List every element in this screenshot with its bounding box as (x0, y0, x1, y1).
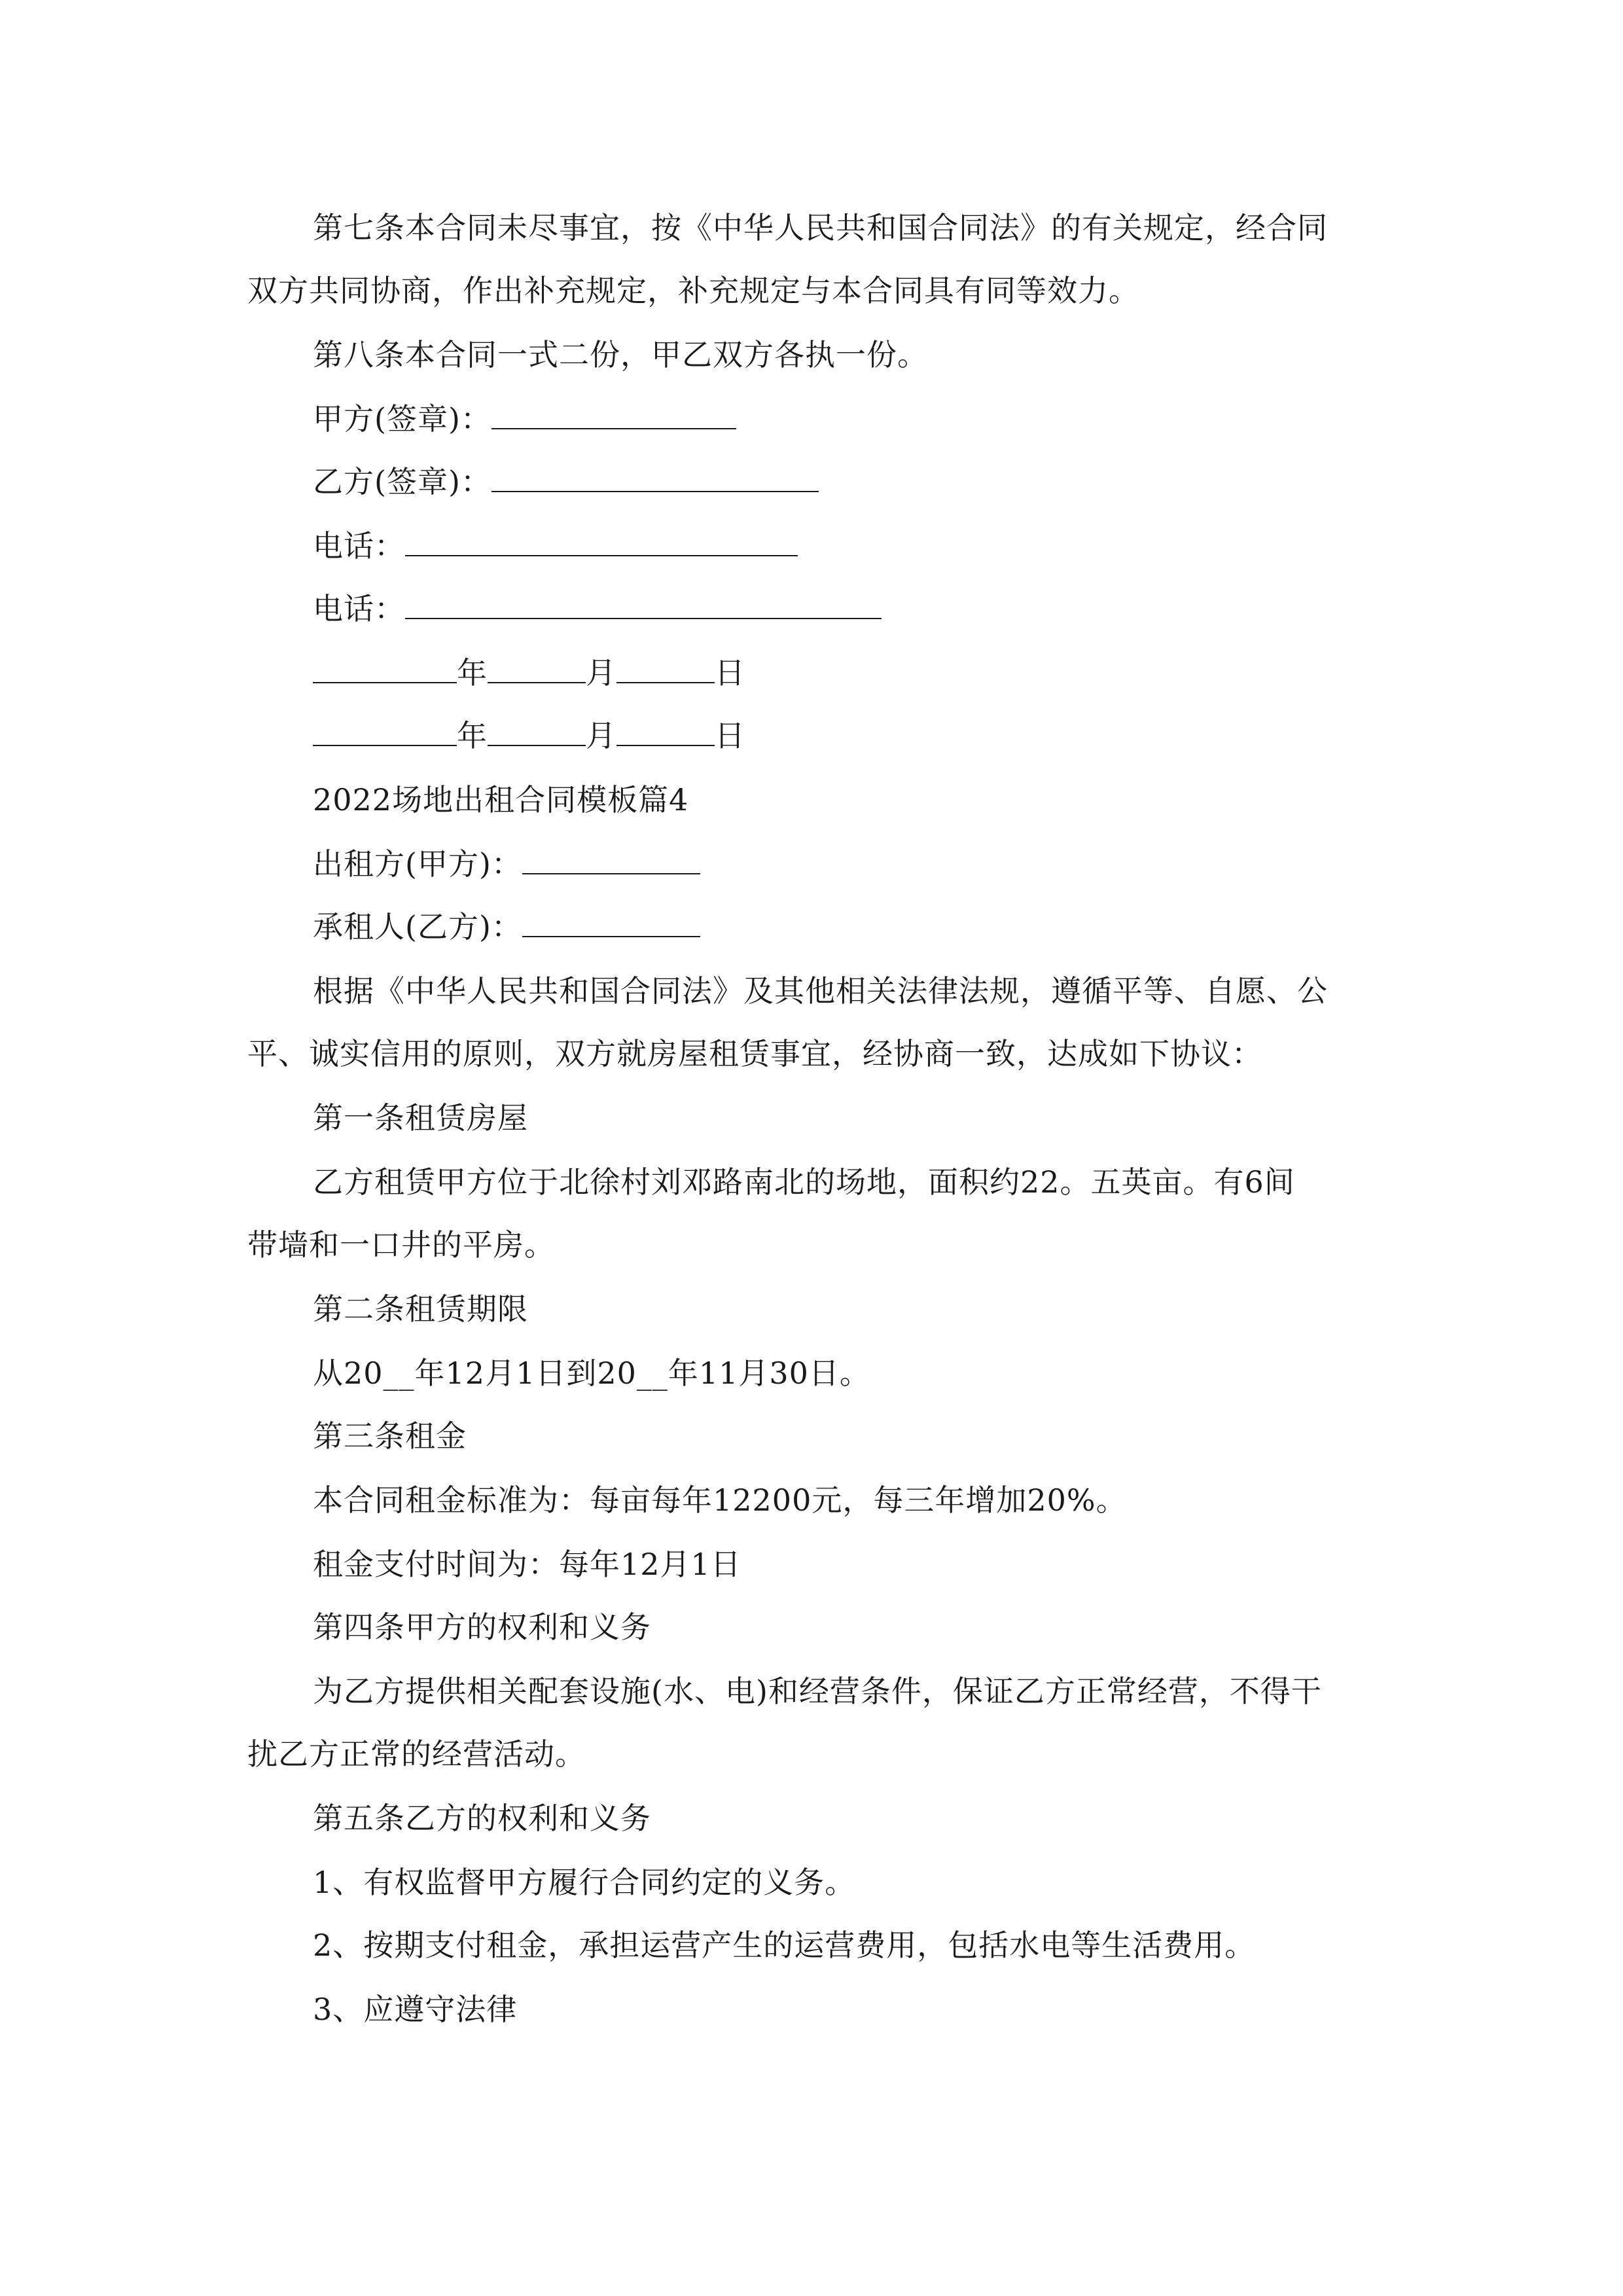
article-7-line-2: 双方共同协商，作出补充规定，补充规定与本合同具有同等效力。 (247, 273, 1139, 308)
phone-label-1: 电话： (313, 528, 405, 564)
day-blank-1 (616, 653, 715, 683)
preamble-line-2: 平、诚实信用的原则，双方就房屋租赁事宜，经协商一致，达成如下协议： (247, 1036, 1262, 1071)
party-a-signature-line (313, 399, 736, 439)
phone-blank-1 (405, 526, 798, 556)
date-line-1 (313, 653, 745, 692)
day-blank-2 (616, 716, 715, 746)
article-3-payment-time: 租金支付时间为：每年12月1日 (313, 1547, 741, 1582)
year-label-1: 年 (457, 655, 488, 691)
party-a-signature-label: 甲方(签章)： (313, 401, 491, 437)
article-1-title: 第一条租赁房屋 (313, 1100, 528, 1136)
month-label-1: 月 (586, 655, 616, 691)
lessor-label: 出租方(甲方)： (313, 846, 522, 882)
article-4-line-2: 扰乙方正常的经营活动。 (247, 1736, 586, 1772)
article-5-item-1: 1、有权监督甲方履行合同约定的义务。 (313, 1865, 856, 1900)
article-2-title: 第二条租赁期限 (313, 1291, 528, 1327)
article-5-title: 第五条乙方的权利和义务 (313, 1801, 651, 1836)
year-blank-2 (313, 716, 457, 746)
phone-line-1 (313, 526, 798, 565)
day-label-1: 日 (715, 655, 745, 691)
article-3-title: 第三条租金 (313, 1418, 467, 1454)
lessor-blank (522, 844, 700, 874)
month-blank-2 (488, 716, 586, 746)
article-4-title: 第四条甲方的权利和义务 (313, 1609, 651, 1645)
article-5-item-2: 2、按期支付租金，承担运营产生的运营费用，包括水电等生活费用。 (313, 1928, 1256, 1963)
lessee-label: 承租人(乙方)： (313, 909, 522, 944)
party-b-signature-line (313, 462, 819, 501)
article-7-line-1: 第七条本合同未尽事宜，按《中华人民共和国合同法》的有关规定，经合同 (313, 210, 1328, 245)
article-1-line-2: 带墙和一口井的平房。 (247, 1227, 555, 1263)
lessee-line (313, 907, 700, 946)
day-label-2: 日 (715, 718, 745, 753)
article-2-body: 从20__年12月1日到20__年11月30日。 (313, 1355, 870, 1391)
article-3-rent-standard: 本合同租金标准为：每亩每年12200元，每三年增加20%。 (313, 1482, 1127, 1518)
section-title: 2022场地出租合同模板篇4 (313, 782, 689, 817)
party-a-signature-blank (491, 399, 736, 429)
article-4-line-1: 为乙方提供相关配套设施(水、电)和经营条件，保证乙方正常经营，不得干 (313, 1674, 1322, 1709)
article-8: 第八条本合同一式二份，甲乙双方各执一份。 (313, 337, 928, 372)
lessor-line (313, 844, 700, 884)
party-b-signature-blank (491, 462, 819, 492)
article-1-line-1: 乙方租赁甲方位于北徐村刘邓路南北的场地，面积约22。五英亩。有6间 (313, 1164, 1295, 1200)
phone-blank-2 (405, 589, 882, 619)
preamble-line-1: 根据《中华人民共和国合同法》及其他相关法律法规，遵循平等、自愿、公 (313, 973, 1328, 1009)
phone-label-2: 电话： (313, 591, 405, 626)
year-blank-1 (313, 653, 457, 683)
party-b-signature-label: 乙方(签章)： (313, 464, 491, 499)
date-line-2 (313, 716, 745, 755)
lessee-blank (522, 907, 700, 937)
month-label-2: 月 (586, 718, 616, 753)
phone-line-2 (313, 589, 882, 628)
year-label-2: 年 (457, 718, 488, 753)
month-blank-1 (488, 653, 586, 683)
article-5-item-3: 3、应遵守法律 (313, 1992, 518, 2027)
